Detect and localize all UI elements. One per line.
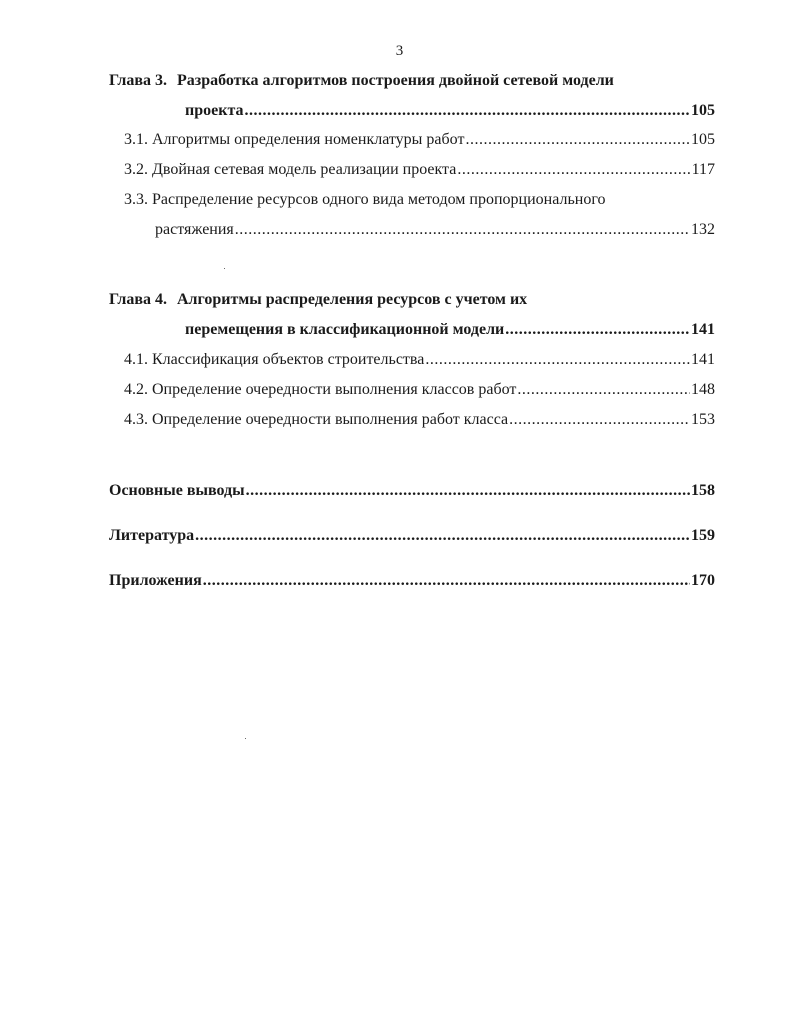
chapter-4-title-cont: перемещения в классификационной модели [185,321,505,338]
section-page: 132 [691,221,715,238]
dot-leader [465,131,690,149]
section-title-cont: растяжения [155,221,234,238]
chapter-3-label: Глава 3. [109,72,167,89]
chapter-4-page: 141 [691,321,715,338]
page-number: 3 [395,43,404,59]
section-page: 148 [691,381,715,398]
section-number: 3.2. [124,161,148,178]
section-title: Определение очередности выполнения работ класса [152,411,509,428]
dot-leader [235,221,690,239]
toc-entry-chapter-4[interactable] [185,321,715,339]
scan-speck [224,268,225,269]
dot-leader [203,572,690,590]
toc-entry-3-2[interactable] [124,161,715,179]
toc-entry-3-3-cont[interactable] [155,221,715,239]
toc-entry-appendices[interactable] [109,572,715,590]
section-page: 153 [691,411,715,428]
back-matter-page: 158 [691,482,715,499]
dot-leader [195,527,690,545]
toc-entry-conclusions[interactable] [109,482,715,500]
section-title: Определение очередности выполнения классов работ [152,381,517,398]
chapter-3-heading [109,72,614,90]
dot-leader [425,351,690,369]
section-page: 105 [691,131,715,148]
chapter-4-heading [109,291,527,309]
toc-entry-3-3[interactable] [124,191,606,209]
back-matter-title: Литература [109,527,195,544]
toc-entry-4-1[interactable] [124,351,715,369]
dot-leader [517,381,690,399]
dot-leader [505,321,690,339]
dot-leader [246,482,690,500]
section-number: 3.3. [124,191,148,208]
section-number: 4.1. [124,351,148,368]
dot-leader [509,411,690,429]
toc-entry-4-2[interactable] [124,381,715,399]
back-matter-page: 170 [691,572,715,589]
chapter-4-label: Глава 4. [109,291,167,308]
back-matter-title: Приложения [109,572,202,589]
toc-entry-literature[interactable] [109,527,715,545]
back-matter-title: Основные выводы [109,482,245,499]
section-title: Распределение ресурсов одного вида методом пропорционального [152,191,606,208]
toc-entry-3-1[interactable] [124,131,715,149]
chapter-3-page: 105 [691,102,715,119]
dot-leader [457,161,690,179]
section-number: 3.1. [124,131,148,148]
section-title: Классификация объектов строительства [152,351,425,368]
toc-entry-4-3[interactable] [124,411,715,429]
section-title: Алгоритмы определения номенклатуры работ [152,131,465,148]
section-number: 4.3. [124,411,148,428]
chapter-3-title-cont: проекта [185,102,244,119]
chapter-4-title: Алгоритмы распределения ресурсов с учетом их [177,291,528,308]
toc-entry-chapter-3[interactable] [185,102,715,120]
scan-speck [245,738,246,739]
dot-leader [245,102,691,120]
section-title: Двойная сетевая модель реализации проекта [152,161,457,178]
chapter-3-title: Разработка алгоритмов построения двойной сетевой модели [177,72,614,89]
section-page: 117 [691,161,715,178]
back-matter-page: 159 [691,527,715,544]
section-page: 141 [691,351,715,368]
section-number: 4.2. [124,381,148,398]
